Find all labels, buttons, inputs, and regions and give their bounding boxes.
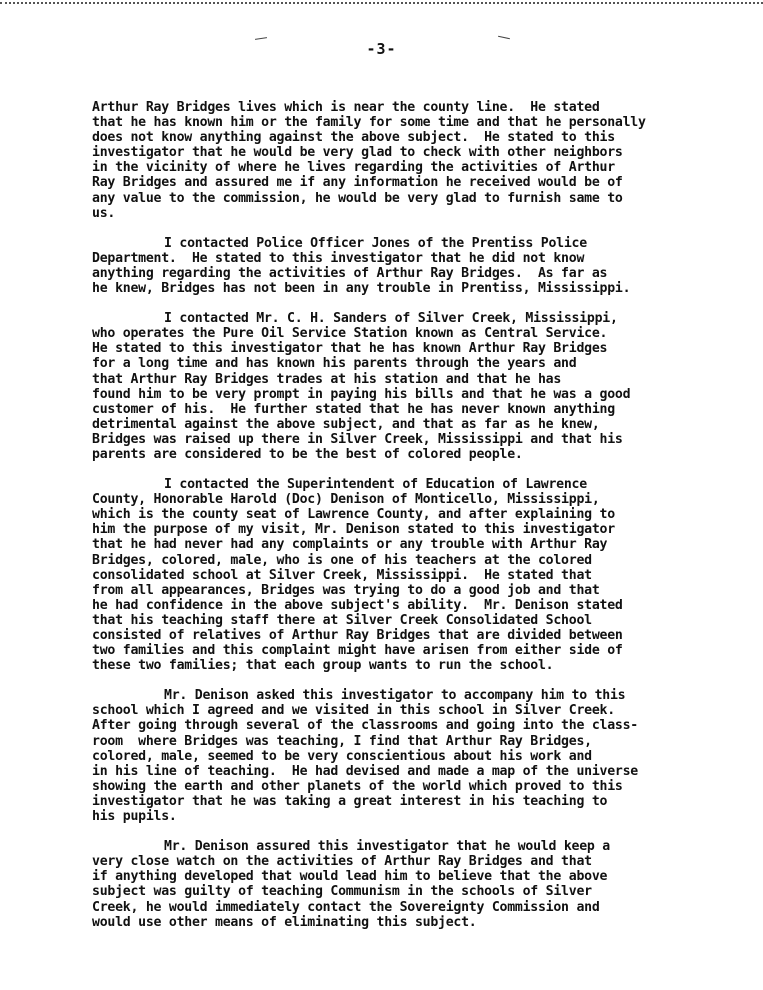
text-line: if anything developed that would lead him to believe that the above: [92, 869, 608, 885]
text-line: in the vicinity of where he lives regarding the activities of Arthur: [92, 160, 615, 176]
text-line: room where Bridges was teaching, I find that Arthur Ray Bridges,: [92, 733, 592, 749]
text-line: school which I agreed and we visited in this school in Silver Creek.: [92, 703, 615, 719]
text-line: he knew, Bridges has not been in any trouble in Prentiss, Mississippi.: [92, 281, 631, 297]
text-line: Department. He stated to this investigator that he did not know: [92, 250, 585, 266]
text-line: Bridges, colored, male, who is one of his teachers at the colored: [92, 552, 592, 568]
pen-mark: [498, 36, 510, 39]
paragraph-2: [92, 236, 752, 296]
paragraph-3: [92, 311, 752, 462]
text-line: his pupils.: [92, 809, 177, 825]
text-line: anything regarding the activities of Arthur Ray Bridges. As far as: [92, 265, 608, 281]
text-line: Arthur Ray Bridges lives which is near the county line. He stated: [92, 100, 600, 115]
page-top-edge: [0, 2, 763, 4]
text-line: He stated to this investigator that he has known Arthur Ray Bridges: [92, 341, 608, 357]
text-line: found him to be very prompt in paying his bills and that he was a good: [92, 386, 631, 402]
text-line: showing the earth and other planets of the world which proved to this: [92, 778, 623, 794]
text-line: customer of his. He further stated that he has never known anything: [92, 401, 615, 417]
paragraph-4: [92, 477, 752, 673]
text-line: investigator that he would be very glad to check with other neighbors: [92, 145, 623, 161]
text-line: which is the county seat of Lawrence County, and after explaining to: [92, 507, 615, 523]
text-line: that his teaching staff there at Silver Creek Consolidated School: [92, 612, 592, 628]
text-line: who operates the Pure Oil Service Station known as Central Service.: [92, 326, 608, 342]
page-number: -3-: [366, 40, 397, 58]
paragraph-5: [92, 688, 752, 824]
text-line: Bridges was raised up there in Silver Creek, Mississippi and that his: [92, 431, 623, 447]
text-line: he had confidence in the above subject's ability. Mr. Denison stated: [92, 597, 623, 613]
text-line: these two families; that each group wants to run the school.: [92, 658, 554, 674]
text-line: After going through several of the classrooms and going into the class-: [92, 718, 638, 734]
text-line: from all appearances, Bridges was trying to do a good job and that: [92, 582, 600, 598]
text-line: Ray Bridges and assured me if any information he received would be of: [92, 175, 623, 191]
paragraph-1: [92, 100, 752, 221]
text-line: detrimental against the above subject, and that as far as he knew,: [92, 416, 600, 432]
text-line: for a long time and has known his parents through the years and: [92, 356, 577, 372]
text-line: that he has known him or the family for some time and that he personally: [92, 115, 646, 131]
text-line: consolidated school at Silver Creek, Mississippi. He stated that: [92, 567, 592, 583]
text-line: subject was guilty of teaching Communism in the schools of Silver: [92, 884, 592, 900]
text-line: that Arthur Ray Bridges trades at his station and that he has: [92, 371, 562, 387]
text-line: us.: [92, 205, 116, 221]
text-line: I contacted the Superintendent of Education of Lawrence: [164, 477, 587, 493]
paragraph-6: [92, 839, 752, 930]
text-line: Mr. Denison assured this investigator that he would keep a: [164, 839, 610, 855]
text-line: consisted of relatives of Arthur Ray Bridges that are divided between: [92, 628, 623, 643]
text-line: investigator that he was taking a great interest in his teaching to: [92, 793, 608, 809]
text-line: any value to the commission, he would be very glad to furnish same to: [92, 190, 623, 206]
text-line: in his line of teaching. He had devised and made a map of the universe: [92, 763, 638, 779]
document-body: [92, 100, 752, 945]
text-line: does not know anything against the above subject. He stated to this: [92, 130, 615, 146]
text-line: very close watch on the activities of Arthur Ray Bridges and that: [92, 854, 592, 870]
text-line: I contacted Police Officer Jones of the Prentiss Police: [164, 235, 587, 251]
text-line: that he had never had any complaints or any trouble with Arthur Ray: [92, 537, 608, 553]
text-line: parents are considered to be the best of colored people.: [92, 446, 523, 462]
text-line: County, Honorable Harold (Doc) Denison of Monticello, Mississippi,: [92, 492, 600, 508]
text-line: him the purpose of my visit, Mr. Denison stated to this investigator: [92, 522, 615, 538]
text-line: I contacted Mr. C. H. Sanders of Silver Creek, Mississippi,: [164, 311, 618, 327]
text-line: two families and this complaint might have arisen from either side of: [92, 643, 623, 659]
text-line: Mr. Denison asked this investigator to accompany him to this: [164, 688, 626, 704]
text-line: would use other means of eliminating this subject.: [92, 914, 477, 930]
text-line: Creek, he would immediately contact the Sovereignty Commission and: [92, 899, 600, 915]
text-line: colored, male, seemed to be very conscientious about his work and: [92, 748, 592, 764]
